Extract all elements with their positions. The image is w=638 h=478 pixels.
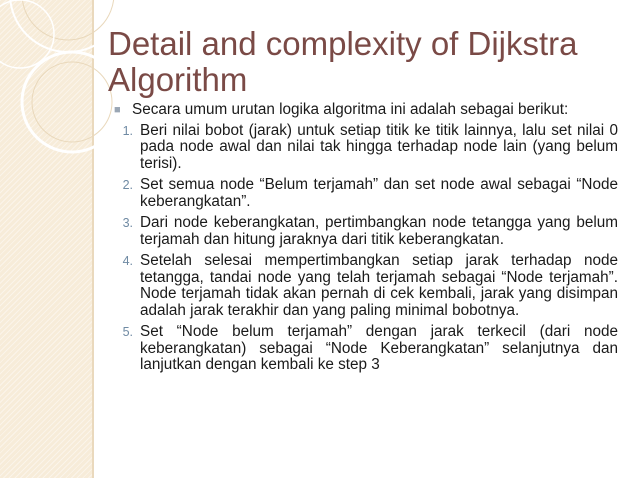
steps-list — [112, 123, 618, 374]
step-number: 3. — [122, 216, 133, 230]
step-text: Setelah selesai mempertimbangkan setiap jarak terhadap node tetangga, tandai node yang telah terjamah sebagai “Node terjamah”. Node terjamah tidak akan pernah di cek kembali, jarak yang disimpan adalah jarak terakhir dan yang paling minimal bobotnya. — [140, 252, 618, 319]
bullet-icon: ■ — [114, 104, 121, 116]
deco-circle-mid — [22, 52, 122, 152]
deco-circle-top-inner — [22, 0, 114, 40]
step-item-2 — [112, 177, 618, 210]
intro-text: Secara umum urutan logika algoritma ini adalah sebagai berikut: — [132, 101, 569, 118]
step-item-1 — [112, 123, 618, 173]
step-text: Set semua node “Belum terjamah” dan set node awal sebagai “Node keberangkatan”. — [140, 176, 618, 210]
step-number: 2. — [122, 178, 133, 192]
step-number: 5. — [122, 325, 133, 339]
intro-bullet — [112, 102, 618, 119]
step-item-4 — [112, 253, 618, 319]
step-number: 4. — [122, 254, 133, 268]
step-item-3 — [112, 215, 618, 248]
deco-circle-mid-inner — [32, 62, 112, 142]
step-text: Beri nilai bobot (jarak) untuk setiap titik ke titik lainnya, lalu set nilai 0 pada node awal dan nilai tak hingga terhadap node lain (yang belum terisi). — [140, 121, 618, 172]
step-text: Dari node keberangkatan, pertimbangkan node tetangga yang belum terjamah dan hitung jaraknya dari titik keberangkatan. — [140, 214, 618, 248]
step-text: Set “Node belum terjamah” dengan jarak terkecil (dari node keberangkatan) sebagai “Node Keberangkatan” selanjutnya dan lanjutkan dengan kembali ke step 3 — [140, 323, 618, 373]
step-item-5 — [112, 324, 618, 374]
slide-title: Detail and complexity of Dijkstra Algorithm — [108, 25, 578, 98]
step-number: 1. — [122, 123, 133, 138]
slide-content — [112, 102, 618, 379]
